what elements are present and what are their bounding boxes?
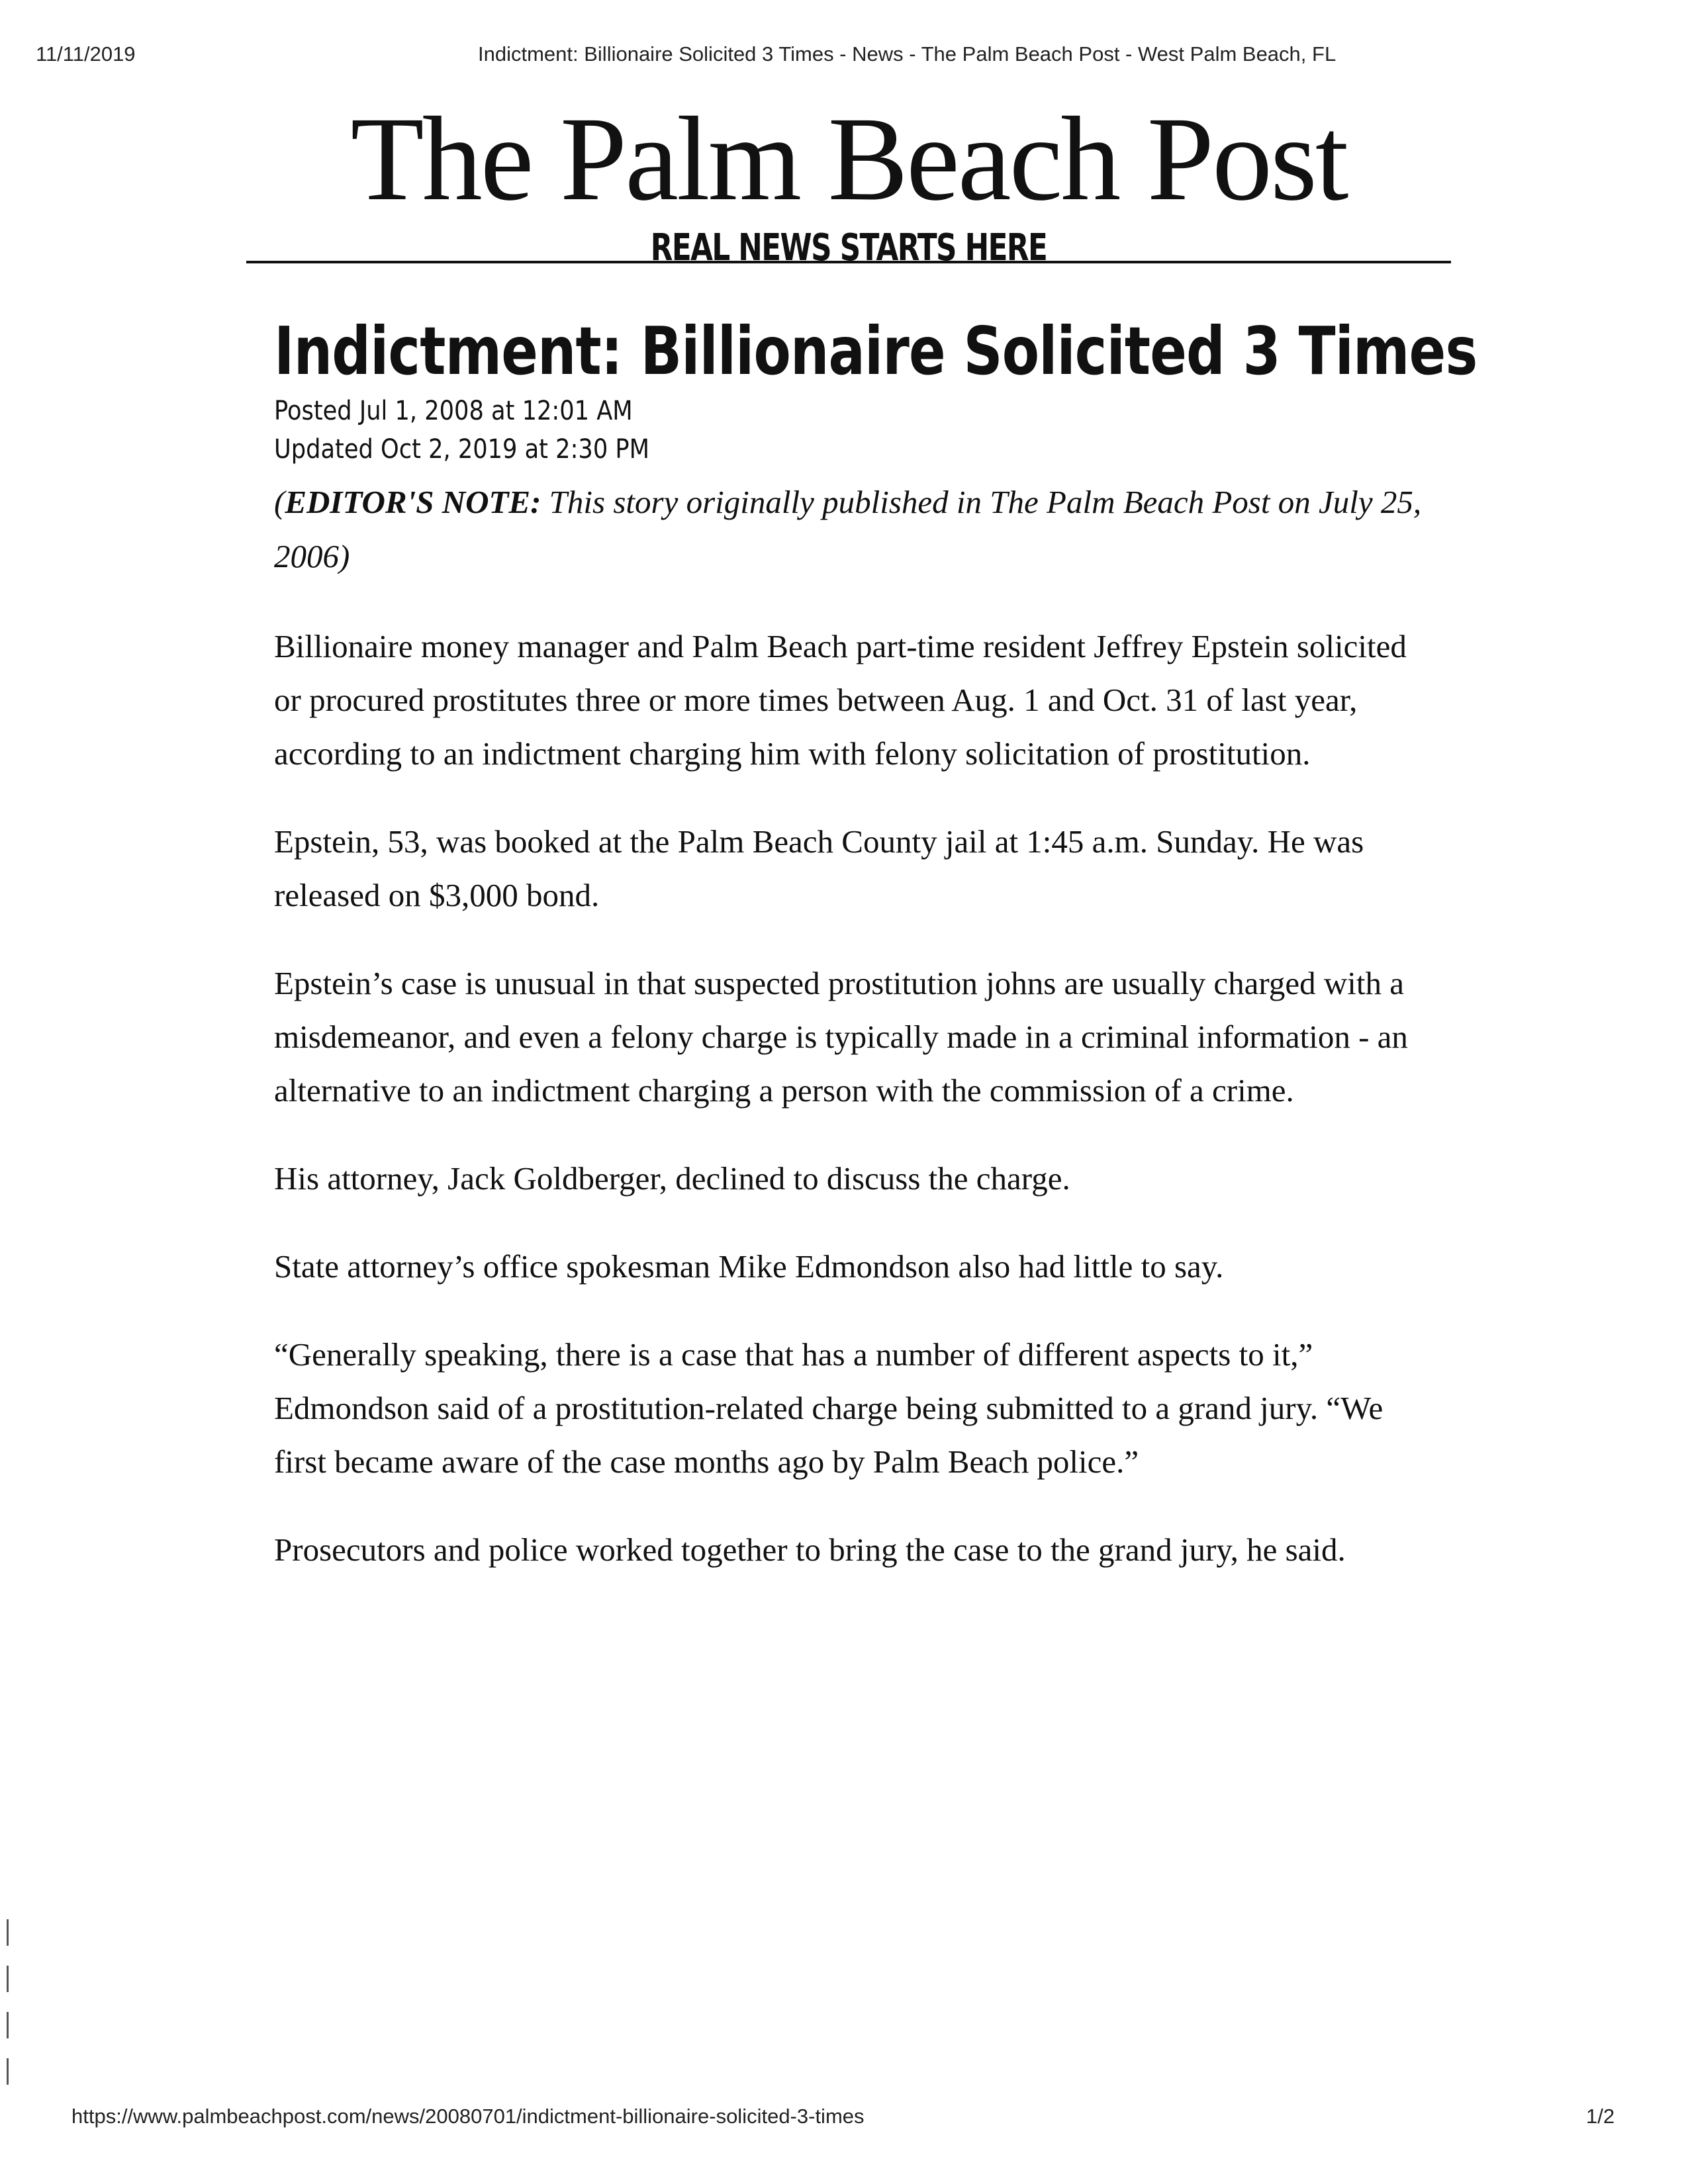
- article-paragraph: Epstein, 53, was booked at the Palm Beach County jail at 1:45 a.m. Sunday. He was released on $3,000 bond.: [274, 823, 1364, 913]
- editor-note-label: EDITOR'S NOTE:: [285, 484, 541, 520]
- scan-edge-artifact: [7, 1919, 9, 2105]
- posted-date: Posted Jul 1, 2008 at 12:01 AM: [274, 396, 633, 426]
- editor-note-text: This story originally published in The Palm Beach Post on July 25, 2006): [274, 484, 1422, 574]
- masthead-logo[interactable]: The Palm Beach Post: [350, 93, 1347, 226]
- print-page-number: 1/2: [1586, 2105, 1615, 2128]
- print-page-title: Indictment: Billionaire Solicited 3 Times - News - The Palm Beach Post - West Palm Beach, FL: [478, 42, 1336, 66]
- article-body: [274, 619, 1426, 1576]
- article-paragraph: His attorney, Jack Goldberger, declined to discuss the charge.: [274, 1160, 1070, 1197]
- editor-note: [274, 475, 1426, 584]
- article-paragraph: Billionaire money manager and Palm Beach part-time resident Jeffrey Epstein solicited or procured prostitutes three or more times between Aug. 1 and Oct. 31 of last year, according to an indictment charging him with felony solicitation of prostitution.: [274, 628, 1407, 772]
- print-date: 11/11/2019: [36, 42, 136, 66]
- print-footer-url[interactable]: https://www.palmbeachpost.com/news/20080701/indictment-billionaire-solicited-3-times: [71, 2105, 865, 2128]
- article-paragraph: “Generally speaking, there is a case that has a number of different aspects to it,” Edmondson said of a prostitution-related charge being submitted to a grand jury. “We first became aware of the case months ago by Palm Beach police.”: [274, 1336, 1383, 1480]
- updated-date: Updated Oct 2, 2019 at 2:30 PM: [274, 434, 650, 465]
- article-headline: Indictment: Billionaire Solicited 3 Times: [274, 312, 1477, 390]
- masthead-tagline: REAL NEWS STARTS HERE: [650, 226, 1047, 269]
- article: [274, 312, 1477, 1611]
- article-paragraph: State attorney’s office spokesman Mike Edmondson also had little to say.: [274, 1248, 1224, 1285]
- masthead-divider: [246, 261, 1451, 263]
- article-meta: [274, 392, 1426, 469]
- masthead: [246, 93, 1451, 269]
- editor-note-open: (: [274, 484, 285, 520]
- article-paragraph: Prosecutors and police worked together to bring the case to the grand jury, he said.: [274, 1531, 1346, 1568]
- article-paragraph: Epstein’s case is unusual in that suspected prostitution johns are usually charged with a misdemeanor, and even a felony charge is typically made in a criminal information - an alternative to an indictment charging a person with the commission of a crime.: [274, 965, 1408, 1109]
